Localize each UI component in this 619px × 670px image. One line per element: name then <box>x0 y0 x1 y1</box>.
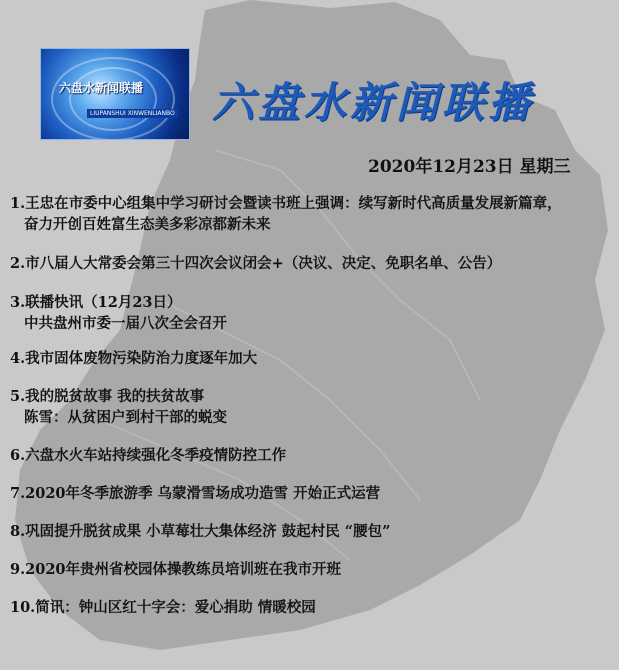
news-item-title: 7.2020年冬季旅游季 乌蒙滑雪场成功造雪 开始正式运营 <box>10 485 381 502</box>
news-item-5[interactable] <box>10 386 227 428</box>
broadcast-date: 2020年12月23日 星期三 <box>368 157 571 177</box>
news-item-title: 6.六盘水火车站持续强化冬季疫情防控工作 <box>10 447 287 464</box>
program-title: 六盘水新闻联播 <box>212 78 535 127</box>
logo-subtext: LIUPANSHUI XINWENLIANBO <box>87 109 178 118</box>
news-item-title: 5.我的脱贫故事 我的扶贫故事 <box>10 388 205 405</box>
news-item-2[interactable] <box>10 253 501 274</box>
news-item-title: 4.我市固体废物污染防治力度逐年加大 <box>10 350 258 367</box>
news-item-subtitle: 中共盘州市委一届八次全会召开 <box>24 315 227 332</box>
news-item-title: 2.市八届人大常委会第三十四次会议闭会+（决议、决定、免职名单、公告） <box>10 255 502 272</box>
logo-text: 六盘水新闻联播 <box>59 81 144 95</box>
news-item-subtitle: 陈雪：从贫困户到村干部的蜕变 <box>24 409 227 426</box>
news-item-8[interactable] <box>10 521 390 542</box>
news-item-10[interactable] <box>10 597 316 618</box>
news-item-title: 9.2020年贵州省校园体操教练员培训班在我市开班 <box>10 561 341 578</box>
news-item-title: 1.王忠在市委中心组集中学习研讨会暨读书班上强调：续写新时代高质量发展新篇章， <box>10 195 562 212</box>
news-item-4[interactable] <box>10 348 257 369</box>
news-item-9[interactable] <box>10 559 341 580</box>
news-item-7[interactable] <box>10 483 380 504</box>
news-item-subtitle: 奋力开创百姓富生态美多彩凉都新未来 <box>24 216 271 233</box>
program-logo <box>40 48 190 140</box>
news-item-6[interactable] <box>10 445 286 466</box>
news-item-1[interactable] <box>10 193 562 235</box>
news-item-3[interactable] <box>10 292 227 334</box>
news-item-title: 3.联播快讯（12月23日） <box>10 294 182 311</box>
news-item-title: 8.巩固提升脱贫成果 小草莓壮大集体经济 鼓起村民 “腰包” <box>10 523 391 540</box>
news-item-title: 10.简讯：钟山区红十字会：爱心捐助 情暖校园 <box>10 599 316 616</box>
